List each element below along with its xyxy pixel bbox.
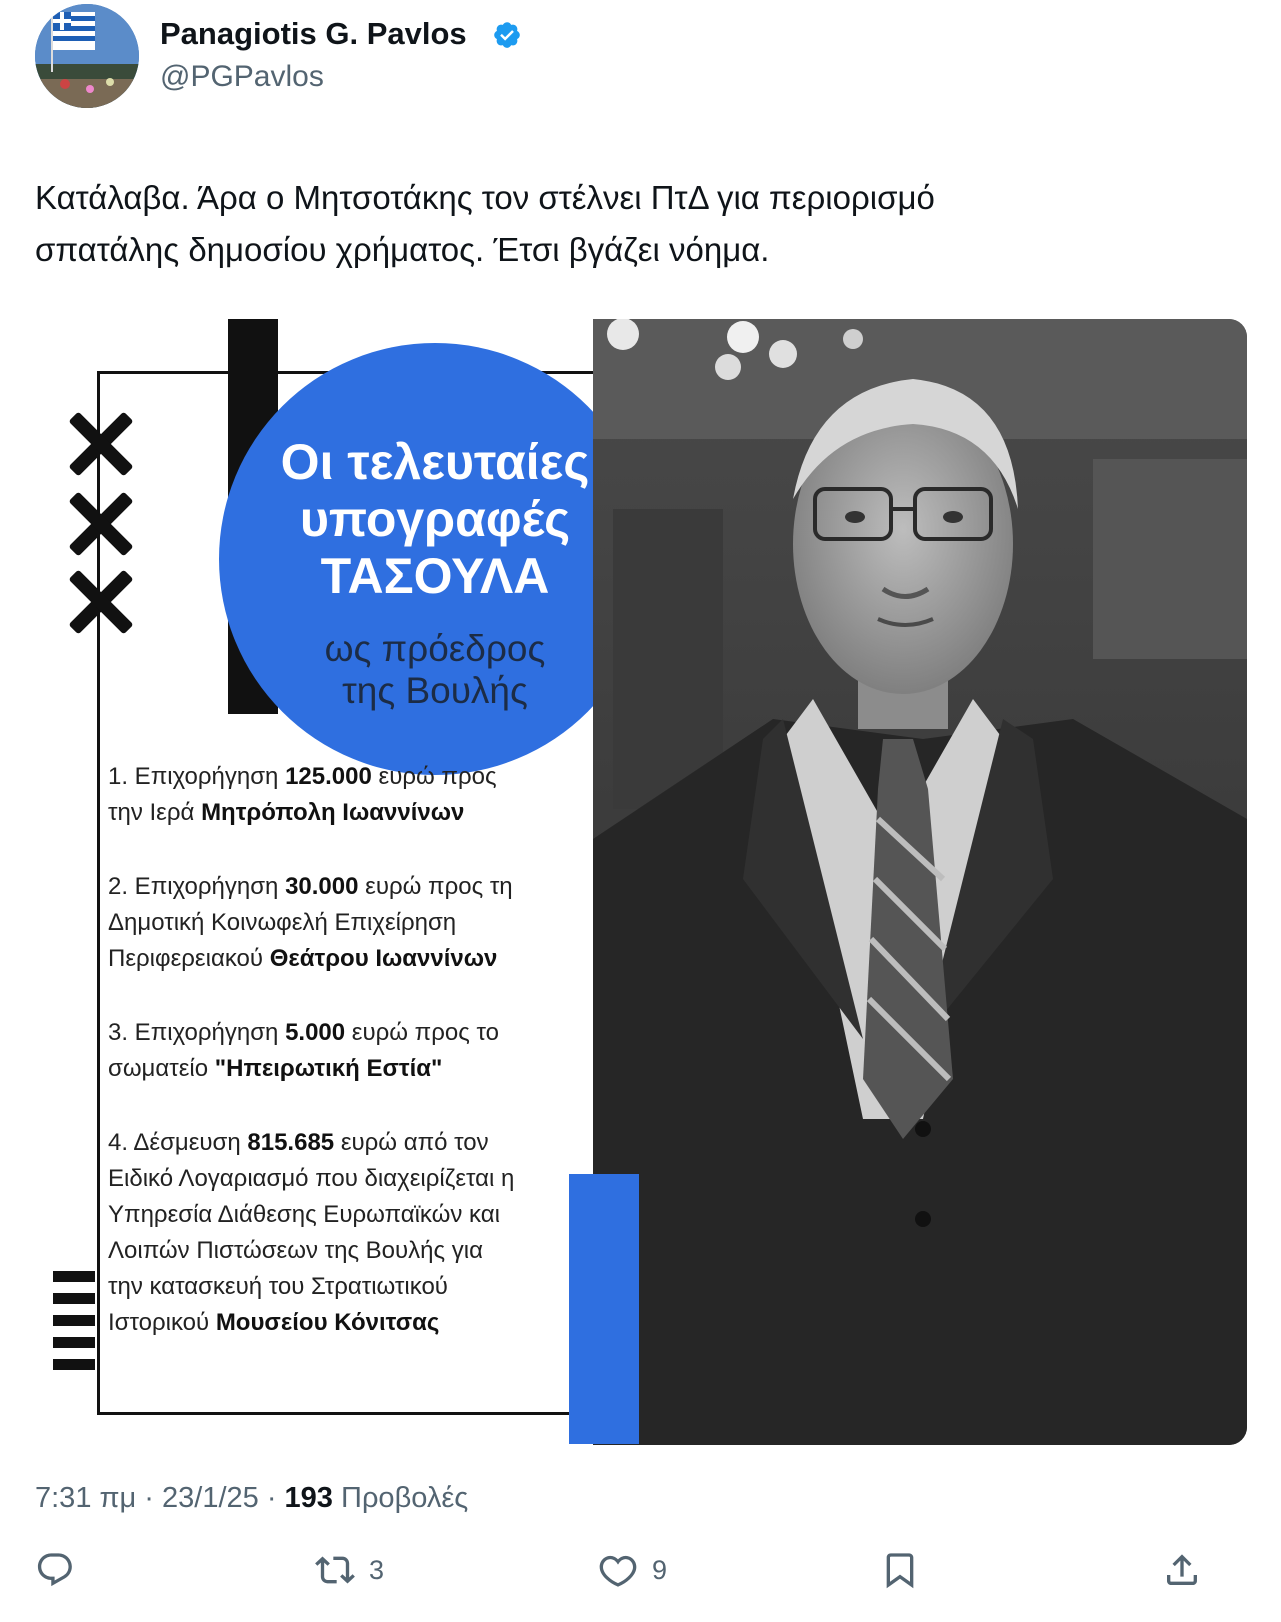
- tweet-meta: [35, 1482, 468, 1515]
- grant-text: ευρώ από τον: [334, 1129, 489, 1156]
- grant-amount: 30.000: [285, 873, 359, 900]
- circle-subtitle-line: της Βουλής: [342, 670, 528, 711]
- portrait-photo: [593, 319, 1247, 1445]
- author-name[interactable]: Panagiotis G. Pavlos: [160, 16, 467, 51]
- grant-text: Ιστορικού: [108, 1309, 216, 1336]
- bookmark-button[interactable]: [880, 1525, 920, 1615]
- circle-subtitle-line: ως πρόεδρος: [324, 628, 546, 669]
- grant-text: ευρώ προς το: [345, 1019, 499, 1046]
- grant-text: Υπηρεσία Διάθεσης Ευρωπαϊκών και: [108, 1201, 500, 1228]
- tweet-text-line: σπατάλης δημοσίου χρήματος. Έτσι βγάζει νόημα.: [35, 231, 770, 268]
- meta-separator: ·: [136, 1482, 162, 1514]
- bookmark-icon: [880, 1550, 920, 1590]
- decorative-stripe: [53, 1315, 95, 1326]
- tweet-text: [35, 172, 1235, 276]
- avatar-image: [35, 4, 139, 108]
- retweet-count: 3: [369, 1554, 385, 1585]
- cross-mark-icon: [63, 489, 133, 559]
- grant-text: την Ιερά: [108, 799, 202, 826]
- grant-text: 1. Επιχορήγηση: [108, 763, 286, 790]
- grant-item: [108, 759, 578, 831]
- like-count: 9: [652, 1554, 668, 1585]
- grant-recipient: Μητρόπολη Ιωαννίνων: [201, 799, 465, 826]
- grants-list: [108, 759, 578, 1379]
- tweet-date[interactable]: 23/1/25: [162, 1482, 259, 1514]
- avatar[interactable]: [35, 4, 139, 108]
- grant-item: [108, 869, 578, 977]
- grant-amount: 815.685: [247, 1129, 335, 1156]
- grant-recipient: "Ηπειρωτική Εστία": [214, 1055, 443, 1082]
- grant-text: σωματείο: [108, 1055, 215, 1082]
- grant-recipient: Μουσείου Κόνιτσας: [215, 1309, 440, 1336]
- verified-badge-icon: [492, 20, 522, 50]
- grant-amount: 125.000: [285, 763, 372, 790]
- title-circle: [219, 343, 651, 775]
- grant-text: Ειδικό Λογαριασμό που διαχειρίζεται η: [108, 1165, 515, 1192]
- tweet-time[interactable]: 7:31 πμ: [35, 1482, 137, 1514]
- decorative-stripe: [53, 1359, 95, 1370]
- like-button[interactable]: [598, 1525, 667, 1615]
- decorative-stripe: [53, 1271, 95, 1282]
- grant-text: την κατασκευή του Στρατιωτικού: [108, 1273, 448, 1300]
- retweet-icon: [315, 1550, 355, 1590]
- grant-text: 3. Επιχορήγηση: [108, 1019, 286, 1046]
- tweet-media-image[interactable]: [35, 319, 1247, 1445]
- grant-text: ευρώ προς: [371, 763, 497, 790]
- cross-mark-icon: [63, 567, 133, 637]
- decorative-stripe: [53, 1337, 95, 1348]
- cross-mark-icon: [63, 409, 133, 479]
- grant-text: 2. Επιχορήγηση: [108, 873, 286, 900]
- grant-text: Λοιπών Πιστώσεων της Βουλής για: [108, 1237, 483, 1264]
- grant-item: [108, 1125, 578, 1341]
- grant-text: Δημοτική Κοινωφελή Επιχείρηση: [108, 909, 457, 936]
- grant-recipient: Θεάτρου Ιωαννίνων: [269, 945, 498, 972]
- decorative-stripe: [53, 1293, 95, 1304]
- retweet-button[interactable]: [315, 1525, 384, 1615]
- heart-icon: [598, 1550, 638, 1590]
- views-label: Προβολές: [332, 1482, 469, 1514]
- meta-separator: ·: [258, 1482, 285, 1514]
- grant-item: [108, 1015, 578, 1087]
- views-count: 193: [284, 1482, 333, 1514]
- tweet-text-line: Κατάλαβα. Άρα ο Μητσοτάκης τον στέλνει ΠτΔ για περιορισμό: [35, 179, 935, 216]
- circle-title-line: υπογραφές: [299, 491, 571, 547]
- action-bar: [0, 1525, 1281, 1615]
- grant-text: Περιφερειακού: [108, 945, 270, 972]
- share-button[interactable]: [1162, 1525, 1202, 1615]
- share-icon: [1162, 1550, 1202, 1590]
- grant-amount: 5.000: [285, 1019, 346, 1046]
- circle-title-line: ΤΑΣΟΥΛΑ: [320, 548, 550, 604]
- grant-text: 4. Δέσμευση: [108, 1129, 248, 1156]
- author-handle[interactable]: @PGPavlos: [160, 60, 324, 93]
- grant-text: ευρώ προς τη: [358, 873, 513, 900]
- decorative-accent: [569, 1174, 639, 1444]
- reply-icon: [35, 1550, 75, 1590]
- circle-title-line: Οι τελευταίες: [280, 434, 590, 490]
- reply-button[interactable]: [35, 1525, 75, 1615]
